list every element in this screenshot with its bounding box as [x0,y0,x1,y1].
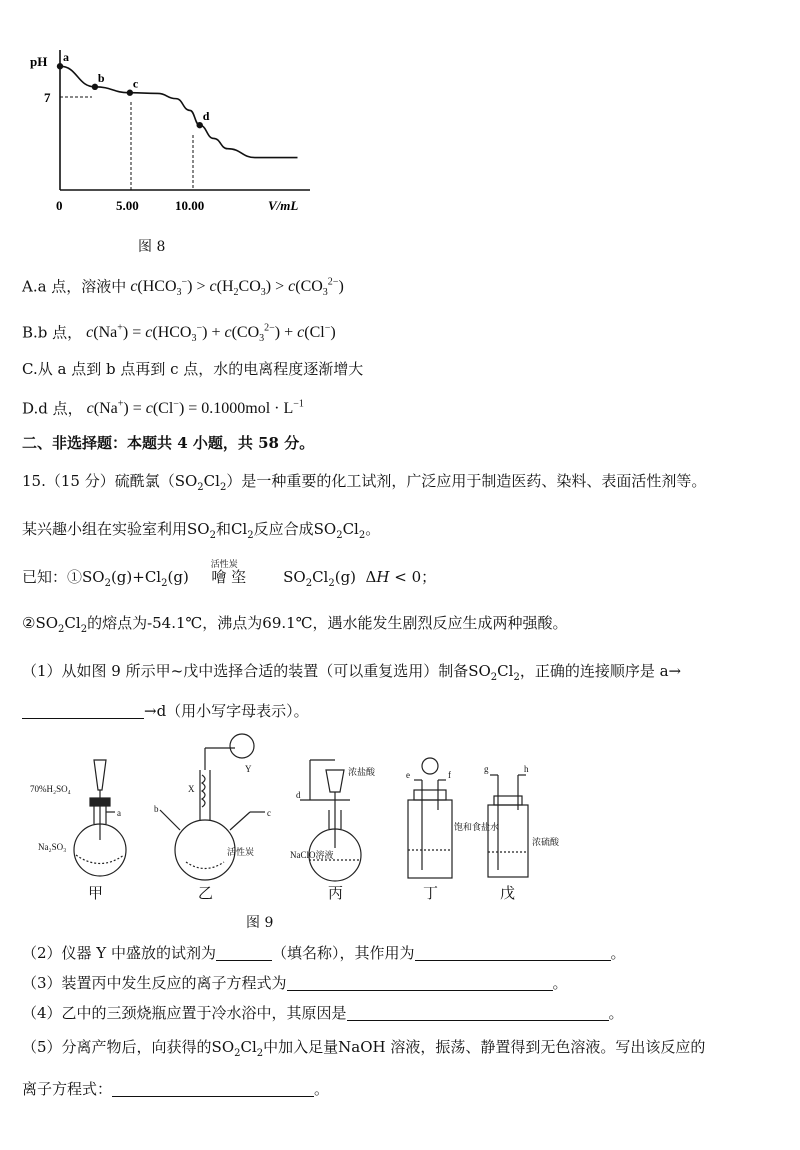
label-y: Y [245,764,252,774]
label-a: a [117,808,121,818]
label-naclo: NaClO溶液 [290,850,334,860]
name-ding: 丁 [423,886,439,902]
figure9-caption: 图 9 [246,915,274,931]
q15-sub1-b: →d（用小写字母表示）。 [22,700,309,722]
x-tick-5: 5.00 [116,198,139,213]
label-conc-hcl: 浓盐酸 [348,767,376,777]
label-b: b [154,804,159,814]
q15-sub1-a: （1）从如图 9 所示甲~戊中选择合适的装置（可以重复选用）制备$SO_2Cl_2$，正确的连接顺序是 a→ [22,662,682,683]
option-d: D.d 点， $c(Na^+) = c(Cl^-) = 0.1000mol \cdot L^{-1}$ [22,399,304,418]
apparatus-jia [74,760,126,876]
apparatus-ding [408,758,452,878]
point-label-c: c [132,76,139,91]
label-brine: 饱和食盐水 [454,822,500,832]
q15-known2: $②SO_2Cl_2$的熔点为-54.1℃，沸点为69.1℃，遇水能发生剧烈反应生成两种强酸。 [22,614,568,635]
label-h2so4: 70%H₂SO₄ [30,784,71,794]
label-c: c [267,808,271,818]
option-b: B.b 点， $c(Na^+) = c(HCO_3^-) + c(CO_3^{2-}) + c(Cl^-)$ [22,323,336,345]
answer-blank-2[interactable] [216,944,272,961]
apparatus-yi [160,734,265,880]
answer-blank-5[interactable] [347,1004,609,1021]
option-a: A.a 点，溶液中 $c(HCO_3^-) > c(H_2CO_3) > c(CO_3^{2-})$ [22,277,344,299]
figure8-caption: 图 8 [138,239,166,255]
q15-line1: 15.（15 分）硫酰氯$(SO_2Cl_2)$是一种重要的化工试剂，广泛应用于制造医药、染料、表面活性剂等。 [22,472,707,493]
label-x: X [188,784,195,794]
answer-blank-6[interactable] [112,1080,314,1097]
point-label-d: d [202,109,210,124]
q15-sub5-b: 离子方程式： 。 [22,1080,330,1098]
x-tick-0: 0 [56,198,63,213]
answer-blank-1[interactable] [22,702,144,719]
answer-blank-4[interactable] [287,974,553,991]
ph-curve-chart [20,40,320,230]
y-axis-label: pH [30,54,48,69]
x-tick-10: 10.00 [175,198,205,213]
label-conc-h2so4: 浓硫酸 [532,837,560,847]
q15-sub4: （4）乙中的三颈烧瓶应置于冷水浴中，其原因是 。 [22,1004,624,1022]
answer-blank-3[interactable] [415,944,611,961]
label-e: e [406,770,410,780]
q15-sub5-a: （5）分离产物后，向获得的$SO_2Cl_2$中加入足量NaOH 溶液，振荡、静置得到无色溶液。写出该反应的 [22,1038,706,1059]
label-activated-carbon: 活性炭 [227,847,255,857]
x-axis-label: V/mL [268,198,299,213]
catalyst-label: 活性炭 [210,560,238,570]
label-g: g [484,764,489,774]
name-yi: 乙 [198,886,214,902]
name-bing: 丙 [328,886,344,902]
q15-sub3: （3）装置丙中发生反应的离子方程式为 。 [22,974,568,992]
option-c: C.从 a 点到 b 点再到 c 点，水的电离程度逐渐增大 [22,360,364,378]
label-d: d [296,790,301,800]
reversible-arrow: 噲 垐 [211,568,247,586]
apparatus-bing [300,760,361,881]
q15-line2: 某兴趣小组在实验室利用$SO_2$和$Cl_2$反应合成$SO_2Cl_2$。 [22,520,381,541]
ph-curve-line [60,66,298,157]
section-2-heading: 二、非选择题：本题共 4 小题，共 58 分。 [22,434,315,452]
point-label-a: a [63,50,69,65]
y-tick-7: 7 [44,90,51,105]
q15-known1: 已知：$①SO_2(g)+Cl_2(g)$ 活性炭 噲 垐 $SO_2Cl_2(g) \Delta H < 0$； [22,566,436,595]
q15-sub2: （2）仪器 Y 中盛放的试剂为 （填名称），其作用为 。 [22,944,626,962]
label-f: f [448,770,451,780]
label-h: h [524,764,529,774]
name-jia: 甲 [88,886,104,902]
point-label-b: b [97,70,105,85]
name-wu: 戊 [500,886,516,902]
apparatus-figure [20,730,560,910]
label-na2so3: Na₂SO₃ [38,842,67,852]
